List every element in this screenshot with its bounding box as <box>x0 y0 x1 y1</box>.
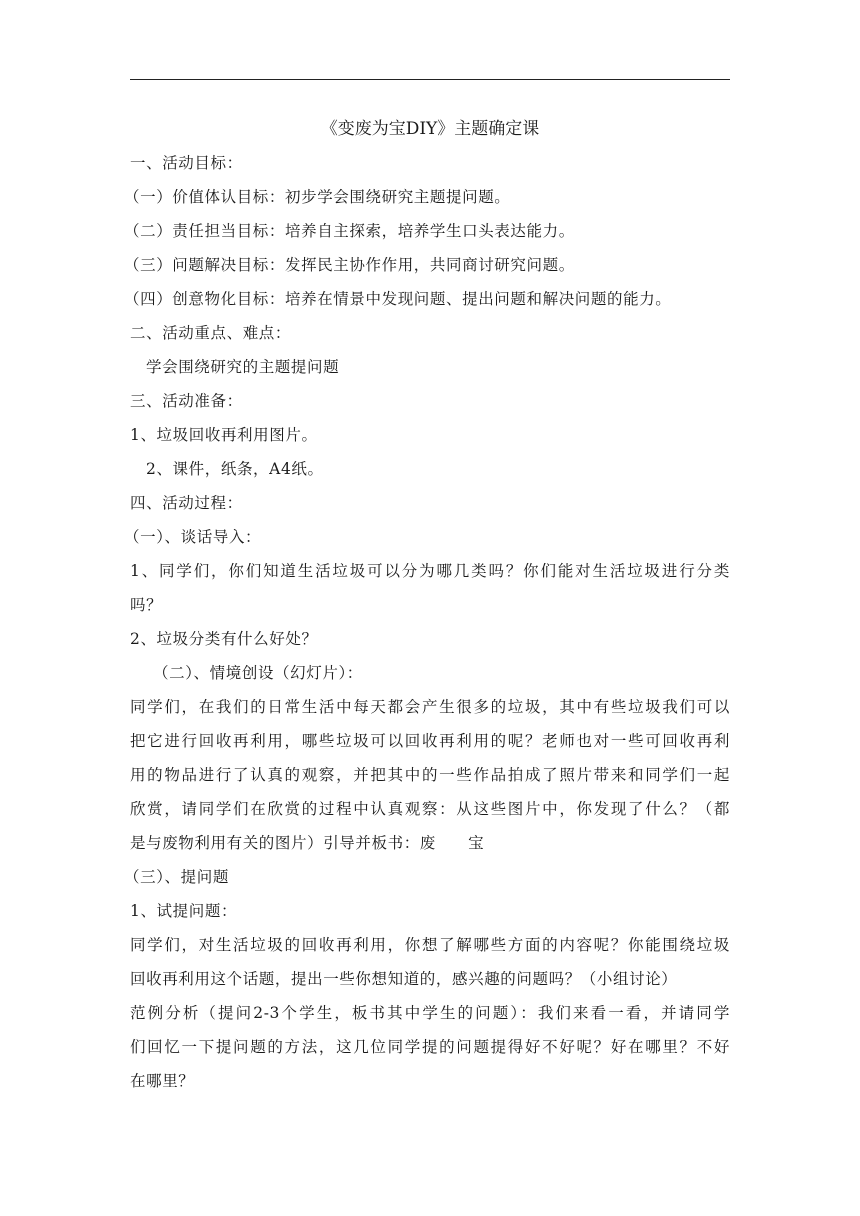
paragraph-line: 学会围绕研究的主题提问题 <box>146 358 340 376</box>
paragraph-line: 们回忆一下提问题的方法，这几位同学提的问题提得好不好呢？好在哪里？不好 <box>130 1038 730 1056</box>
objective-item: （一）价值体认目标：初步学会围绕研究主题提问题。 <box>124 188 511 206</box>
objective-item: （三）问题解决目标：发挥民主协作作用，共同商讨研究问题。 <box>124 256 575 274</box>
list-item: 2、垃圾分类有什么好处？ <box>130 630 318 648</box>
paragraph-line: 回收再利用这个话题，提出一些你想知道的，感兴趣的问题吗？（小组讨论） <box>130 970 678 988</box>
objective-item: （二）责任担当目标：培养自主探索，培养学生口头表达能力。 <box>124 222 575 240</box>
section-heading-objectives: 一、活动目标： <box>130 154 243 172</box>
paragraph-line: 1、同学们，你们知道生活垃圾可以分为哪几类吗？你们能对生活垃圾进行分类 <box>130 562 730 580</box>
paragraph-line: 吗？ <box>130 596 163 614</box>
document-body <box>124 112 730 1098</box>
subsection-heading: （三）、提问题 <box>124 868 229 886</box>
paragraph-line: 欣赏，请同学们在欣赏的过程中认真观察：从这些图片中，你发现了什么？（都 <box>130 800 730 818</box>
paragraph-line: 在哪里？ <box>130 1072 195 1090</box>
paragraph-line: 同学们，在我们的日常生活中每天都会产生很多的垃圾，其中有些垃圾我们可以 <box>130 698 730 716</box>
paragraph-line: 范例分析（提问2-3个学生，板书其中学生的问题）：我们来看一看，并请同学 <box>130 1004 730 1022</box>
section-heading-key-points: 二、活动重点、难点： <box>130 324 292 342</box>
list-item: 1、垃圾回收再利用图片。 <box>130 426 318 444</box>
paragraph-line: 同学们，对生活垃圾的回收再利用，你想了解哪些方面的内容呢？你能围绕垃圾 <box>130 936 730 954</box>
document-title: 《变废为宝DIY》主题确定课 <box>320 119 540 139</box>
section-heading-process: 四、活动过程： <box>130 494 243 512</box>
subsection-heading: （一）、谈话导入： <box>124 528 262 546</box>
list-item: 2、课件，纸条，A4纸。 <box>146 460 324 478</box>
paragraph-line: 是与废物利用有关的图片）引导并板书：废 宝 <box>130 834 485 852</box>
header-rule <box>130 79 730 80</box>
subsection-heading: （二）、情境创设（幻灯片）： <box>153 664 363 682</box>
section-heading-preparation: 三、活动准备： <box>130 392 243 410</box>
paragraph-line: 用的物品进行了认真的观察，并把其中的一些作品拍成了照片带来和同学们一起 <box>130 766 730 784</box>
list-item: 1、试提问题： <box>130 902 238 920</box>
paragraph-line: 把它进行回收再利用，哪些垃圾可以回收再利用的呢？老师也对一些可回收再利 <box>130 732 730 750</box>
objective-item: （四）创意物化目标：培养在情景中发现问题、提出问题和解决问题的能力。 <box>124 290 672 308</box>
